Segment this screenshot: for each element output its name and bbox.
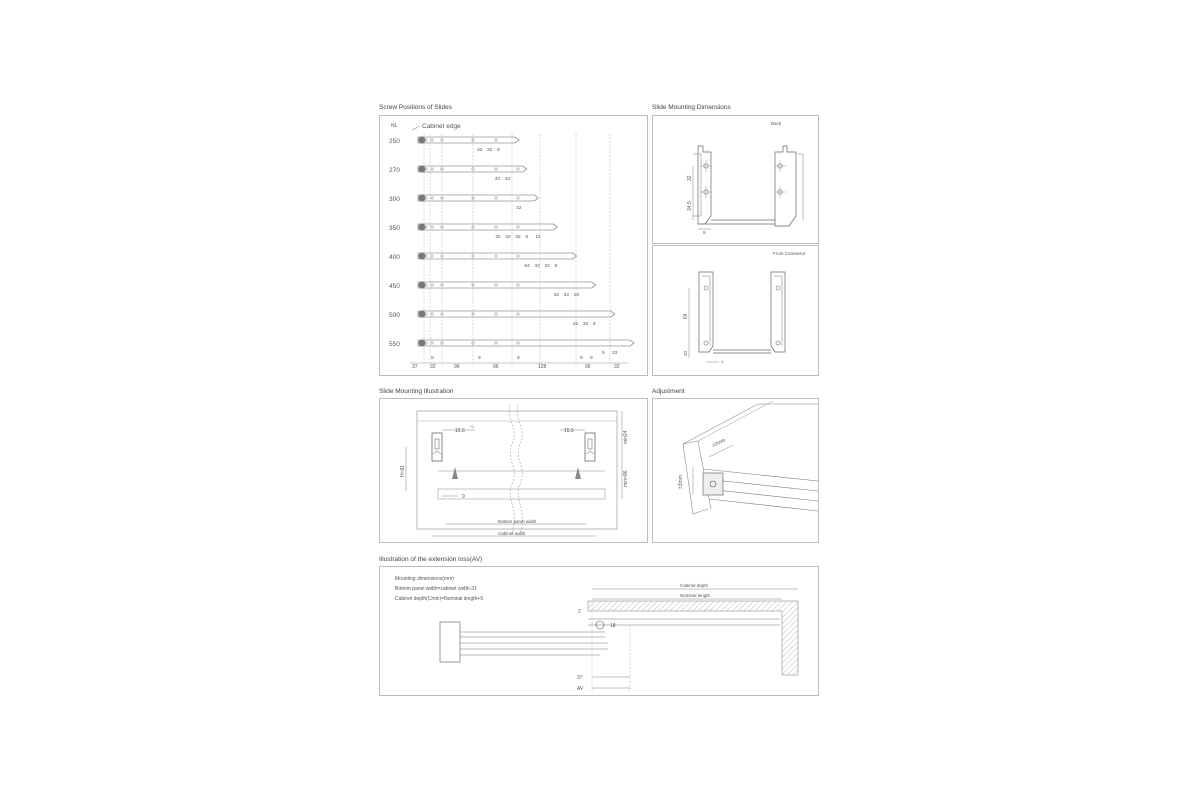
slide-roller	[419, 253, 426, 260]
slide-length-label: 250	[389, 138, 400, 145]
ext-dim-18: 18	[610, 623, 616, 629]
row-dimension: 32	[487, 148, 493, 153]
ext-dim-av: AV	[577, 686, 584, 692]
screw-hole	[517, 197, 519, 199]
slide-rail	[418, 311, 615, 317]
cabinet-width-label: Cabinet width	[498, 531, 526, 536]
slide-length-label: 350	[389, 225, 400, 232]
mounting-dimensions-title: Slide Mounting Dimensions	[652, 104, 731, 111]
front-mounting-panel	[652, 245, 819, 376]
row-dimension: 9	[554, 264, 558, 269]
slide-rail	[418, 340, 634, 346]
nominal-length-label: Nominal length	[680, 593, 711, 598]
slide-roller	[419, 340, 426, 347]
bottom-dimension: 128	[538, 364, 547, 370]
adjustment-clip	[703, 473, 723, 495]
adjustment-diagram	[653, 399, 818, 542]
row-dimension: 32	[494, 177, 501, 182]
bottom-dimension: 96	[585, 364, 591, 370]
slide-length-label: 400	[389, 254, 400, 261]
bottom-small-dim: 9	[431, 356, 434, 361]
bottom-small-dim: 9	[517, 356, 520, 361]
right-hole-crosshairs	[774, 160, 786, 198]
dim-9: 9	[462, 494, 465, 500]
right-bracket	[775, 146, 796, 226]
drawer-front-profile	[440, 622, 460, 662]
row-dimension: 32	[544, 264, 550, 269]
screw-hole	[431, 168, 433, 170]
screw-hole	[431, 342, 433, 344]
row-dimension: 32	[563, 293, 570, 298]
mounting-illustration-panel	[379, 398, 648, 543]
row-dimension: 32	[504, 177, 511, 182]
slide-rail	[418, 282, 596, 288]
break-line-1	[509, 404, 514, 534]
screw-hole	[517, 313, 519, 315]
slide-roller	[419, 137, 426, 144]
screw-hole	[495, 139, 497, 141]
row-dimension: 9	[497, 148, 500, 153]
extension-loss-title: Illustration of the extension loss(AV)	[379, 556, 483, 563]
screw-hole	[431, 197, 433, 199]
screw-positions-panel	[379, 115, 648, 376]
screw-positions-title: Screw Positions of Slides	[379, 104, 452, 111]
left-bracket-flange	[693, 154, 701, 216]
front-dim-10: 10	[683, 350, 688, 356]
bottom-small-dim: 9	[478, 356, 481, 361]
left-connector-hole-1	[704, 286, 708, 290]
slide-length-label: 450	[389, 283, 400, 290]
right-locking-clip	[575, 467, 581, 479]
screw-hole	[495, 197, 497, 199]
bottom-dimension: 96	[493, 364, 499, 370]
cabinet-outline	[417, 411, 617, 529]
rear-mounting-panel	[652, 115, 819, 244]
right-connector	[771, 272, 785, 352]
row-dimension: 16	[573, 293, 580, 298]
cabinet-edge-leader	[412, 126, 420, 130]
adj-dim-pm2: ±2mm	[711, 437, 727, 449]
bottom-panel-width-label: Bottom panel width	[498, 519, 537, 524]
bottom-dimension: 37	[412, 364, 418, 370]
screw-hole	[495, 168, 497, 170]
ext-dim-2: 2	[578, 609, 581, 615]
slide-roller	[419, 282, 426, 289]
slide-rail	[418, 224, 557, 230]
mounting-illustration-title: Slide Mounting Illustration	[379, 388, 454, 395]
left-slide-profile	[432, 433, 442, 461]
slide-roller	[419, 311, 426, 318]
bottom-small-dim: 9	[590, 356, 593, 361]
row-dimension: 32	[505, 235, 511, 240]
slide-rail	[418, 195, 538, 201]
note-cabinet-depth: Cabinet depth(Cmin)=Nominal length+5	[395, 596, 484, 602]
screw-hole	[495, 226, 497, 228]
row-dimension: 9	[602, 351, 605, 356]
screw-hole	[495, 313, 497, 315]
dim-h81: H=81	[400, 464, 406, 477]
dim-15-5-right: 15.5	[564, 428, 574, 434]
slide-length-label: 300	[389, 196, 400, 203]
right-bracket-flange	[798, 154, 803, 220]
rear-dim-9: 9	[703, 230, 706, 235]
ext-dim-37: 37	[577, 675, 583, 681]
screw-hole	[517, 342, 519, 344]
row-dimension: 12	[535, 235, 541, 240]
left-bracket	[698, 146, 711, 224]
bottom-dimension: 32	[614, 364, 620, 370]
screw-hole	[431, 313, 433, 315]
slide-length-label: 270	[389, 167, 400, 174]
right-connector-hole-1	[776, 286, 780, 290]
slide-length-label: 550	[389, 341, 400, 348]
slide-roller	[419, 166, 426, 173]
rear-dim-32: 32	[687, 175, 693, 181]
screw-hole	[431, 255, 433, 257]
row-dimension: 9	[592, 322, 596, 327]
screw-hole	[517, 226, 519, 228]
adj-dim-pm3: ±3mm	[678, 475, 684, 489]
slide-rows	[389, 134, 634, 366]
left-connector	[699, 272, 713, 352]
row-dimension: 32	[582, 322, 589, 327]
screw-hole	[431, 284, 433, 286]
note-bottom-panel-width: Bottom panel width=cabinet width-31	[395, 586, 477, 592]
extension-loss-panel	[379, 566, 819, 696]
nl-label: NL	[391, 123, 398, 129]
bottom-dimension: 96	[454, 364, 460, 370]
front-label: Front Connector	[773, 251, 806, 256]
extended-slide-rails	[460, 632, 608, 655]
bottom-dimensions	[410, 355, 628, 370]
row-dimension: 32	[515, 235, 521, 240]
dim-min86: min=86	[623, 470, 629, 487]
row-dimension: 32	[553, 293, 560, 298]
row-dimension: 23	[612, 351, 618, 356]
slide-length-label: 500	[389, 312, 400, 319]
right-connector-inner	[774, 276, 782, 346]
adjustment-title: Adjustment	[652, 388, 685, 395]
mounting-notes	[395, 574, 483, 604]
row-dimension: 64	[524, 264, 530, 269]
row-dimension: 32	[534, 264, 540, 269]
bottom-small-dim: 9	[580, 356, 583, 361]
screw-hole	[517, 255, 519, 257]
note-mounting-dimensions: Mounting dimensions(mm)	[395, 576, 454, 582]
cabinet-edge-label: Cabinet edge	[422, 123, 461, 130]
rear-bracket-diagram	[653, 116, 818, 243]
left-hole-crosshairs	[700, 160, 712, 198]
dim-15-5-left: 15.5	[455, 428, 465, 434]
screw-hole	[431, 226, 433, 228]
left-connector-hole-2	[704, 341, 708, 345]
slide-roller	[419, 195, 426, 202]
front-dim-7: 7	[721, 360, 724, 365]
left-locking-clip	[452, 467, 458, 479]
slide-roller	[419, 224, 426, 231]
right-slide-profile	[585, 433, 595, 461]
screw-hole	[495, 284, 497, 286]
screw-hole	[517, 168, 519, 170]
cabinet-depth-label: Cabinet depth	[680, 583, 709, 588]
cabinet-cross-section	[380, 399, 647, 542]
rear-dim-34-5: 34.5	[687, 201, 693, 211]
screw-hole	[431, 139, 433, 141]
drawer-inner-edge	[698, 401, 773, 441]
bottom-dimension: 32	[430, 364, 436, 370]
front-connector-diagram	[653, 246, 818, 375]
dim-15-5-sup: +1	[470, 425, 474, 429]
adjustment-panel	[652, 398, 819, 543]
screw-hole	[517, 284, 519, 286]
rear-label: Back	[771, 121, 782, 126]
break-line-2	[517, 404, 522, 534]
row-dimension: 32	[495, 235, 501, 240]
slide-rail	[418, 166, 527, 172]
right-slide-detail	[586, 439, 594, 454]
right-connector-hole-2	[776, 341, 780, 345]
dim-min24: min24	[623, 430, 629, 444]
row-dimension: 32	[516, 206, 522, 211]
front-dim-64: 64	[683, 313, 689, 319]
screw-hole	[495, 342, 497, 344]
row-dimension: 32	[477, 148, 483, 153]
row-dimension: 9	[525, 235, 529, 240]
cabinet-hatched-section	[588, 601, 798, 675]
screw-positions-diagram	[380, 116, 647, 375]
row-dimension: 32	[572, 322, 579, 327]
left-slide-detail	[433, 439, 441, 454]
left-connector-inner	[702, 276, 710, 346]
screw-hole	[495, 255, 497, 257]
